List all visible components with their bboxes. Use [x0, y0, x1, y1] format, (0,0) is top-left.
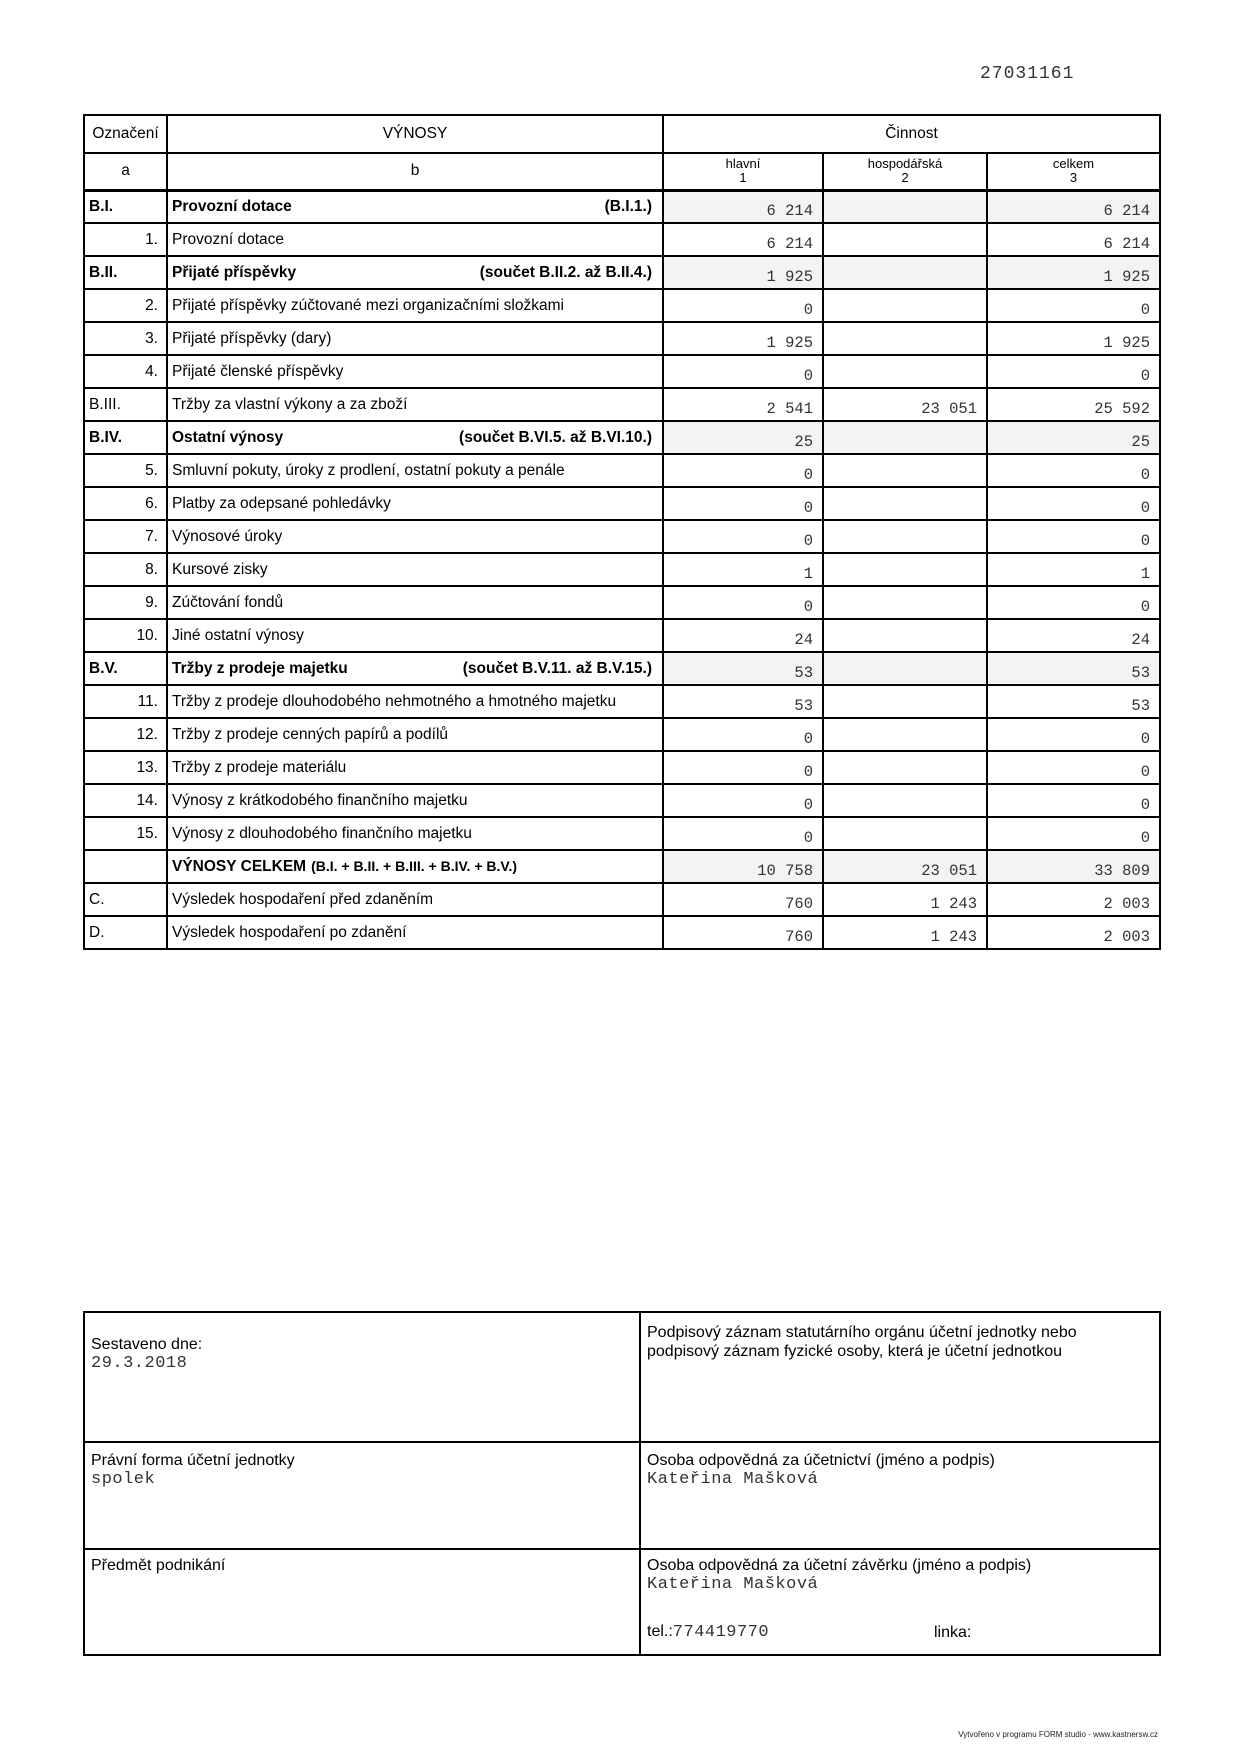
row-name: Zúčtování fondů: [172, 593, 284, 611]
header-economic-number: 2: [901, 170, 909, 186]
row-name-cell: [167, 553, 663, 586]
value-total: 53: [1131, 664, 1150, 682]
row-code: 15.: [84, 817, 167, 850]
row-code: 13.: [84, 751, 167, 784]
value-economic-cell: [823, 355, 987, 388]
item-row: [84, 685, 1160, 718]
value-main: 53: [794, 664, 813, 682]
value-total-cell: [987, 256, 1160, 289]
row-name: Přijaté příspěvky zúčtované mezi organizačními složkami: [172, 296, 564, 314]
section-row: [84, 190, 1160, 223]
value-total: 0: [1140, 367, 1150, 385]
value-economic-cell: [823, 421, 987, 454]
value-main-cell: [663, 817, 823, 850]
result-total: 2 003: [1103, 895, 1150, 913]
row-name-wrap: [172, 297, 662, 315]
row-name-wrap: [172, 825, 662, 843]
value-total: 0: [1140, 730, 1150, 748]
row-code: B.III.: [84, 388, 167, 421]
revenue-table: [83, 114, 1161, 950]
value-main-cell: [663, 454, 823, 487]
legal-form-cell: [84, 1442, 640, 1549]
item-row: [84, 817, 1160, 850]
row-name-wrap: [172, 396, 662, 414]
row-name-cell: [167, 718, 663, 751]
row-code: 11.: [84, 685, 167, 718]
result-total: 2 003: [1103, 928, 1150, 946]
value-main-cell: [663, 256, 823, 289]
value-main-cell: [663, 685, 823, 718]
value-main-cell: [663, 619, 823, 652]
value-total: 0: [1140, 763, 1150, 781]
row-name-wrap: [172, 693, 662, 711]
value-total: 0: [1140, 598, 1150, 616]
value-total-cell: [987, 553, 1160, 586]
row-name-wrap: [172, 627, 662, 645]
row-name-cell: [167, 256, 663, 289]
row-code: 1.: [84, 223, 167, 256]
item-row: [84, 751, 1160, 784]
value-total-cell: [987, 520, 1160, 553]
row-code: 5.: [84, 454, 167, 487]
phone-label: tel.:: [647, 1623, 673, 1640]
value-main-cell: [663, 751, 823, 784]
result-main: 760: [785, 895, 813, 913]
legal-form-value: spolek: [91, 1470, 156, 1489]
value-economic-cell: [823, 685, 987, 718]
result-total-cell: [987, 883, 1160, 916]
row-name: Přijaté příspěvky (dary): [172, 329, 332, 347]
row-code: 10.: [84, 619, 167, 652]
row-name-wrap: [172, 759, 662, 777]
value-economic: 23 051: [921, 400, 977, 418]
value-total: 0: [1140, 301, 1150, 319]
value-total: 1: [1140, 565, 1150, 583]
row-reference: (součet B.VI.5. až B.VI.10.): [459, 428, 652, 446]
header-total-number: 3: [1069, 170, 1078, 186]
row-name-wrap: [172, 594, 662, 612]
section-row: [84, 388, 1160, 421]
value-economic-cell: [823, 454, 987, 487]
value-economic-cell: [823, 784, 987, 817]
accounting-person-label: Osoba odpovědná za účetnictví (jméno a podpis): [647, 1452, 995, 1469]
value-total-cell: [987, 817, 1160, 850]
result-economic: 1 243: [930, 928, 977, 946]
value-main-cell: [663, 586, 823, 619]
row-code: 6.: [84, 487, 167, 520]
row-name: Jiné ostatní výnosy: [172, 626, 304, 644]
value-economic-cell: [823, 553, 987, 586]
row-name-cell: [167, 322, 663, 355]
total-economic: 23 051: [921, 862, 977, 880]
row-name: Tržby za vlastní výkony a za zboží: [172, 395, 408, 413]
row-name-cell: [167, 454, 663, 487]
header-total-label: celkem: [1052, 156, 1095, 172]
value-main-cell: [663, 487, 823, 520]
closing-person-cell: [640, 1549, 1160, 1655]
software-credit: Vytvořeno v programu FORM studio - www.kastnersw.cz: [958, 1730, 1158, 1739]
value-economic-cell: [823, 322, 987, 355]
row-code: 4.: [84, 355, 167, 388]
value-total-cell: [987, 421, 1160, 454]
row-name-cell: [167, 685, 663, 718]
item-row: [84, 553, 1160, 586]
item-row: [84, 355, 1160, 388]
value-main-cell: [663, 652, 823, 685]
value-total-cell: [987, 454, 1160, 487]
row-name: Smluvní pokuty, úroky z prodlení, ostatní pokuty a penále: [172, 461, 565, 479]
row-name-cell: [167, 289, 663, 322]
total-economic-cell: [823, 850, 987, 883]
header-code: Označení: [84, 115, 167, 153]
item-row: [84, 322, 1160, 355]
signature-block: [83, 1311, 1161, 1656]
value-main-cell: [663, 322, 823, 355]
phone-value: 774419770: [672, 1623, 770, 1642]
total-name-cell: [167, 850, 663, 883]
row-code: 9.: [84, 586, 167, 619]
row-name-cell: [167, 784, 663, 817]
header-revenue-sub: b: [167, 153, 663, 190]
value-main-cell: [663, 784, 823, 817]
value-main-cell: [663, 388, 823, 421]
item-row: [84, 619, 1160, 652]
row-code: 7.: [84, 520, 167, 553]
signature-cell: [640, 1312, 1160, 1442]
value-total-cell: [987, 487, 1160, 520]
row-code: B.I.: [84, 190, 167, 223]
closing-person-label: Osoba odpovědná za účetní závěrku (jméno a podpis): [647, 1557, 1032, 1574]
value-total: 0: [1140, 499, 1150, 517]
item-row: [84, 784, 1160, 817]
item-row: [84, 223, 1160, 256]
value-main: 0: [803, 499, 813, 517]
header-total: [987, 153, 1160, 190]
value-main: 0: [803, 367, 813, 385]
row-name-wrap: [172, 462, 662, 480]
row-code: B.IV.: [84, 421, 167, 454]
value-total-cell: [987, 586, 1160, 619]
header-main-number: 1: [739, 170, 747, 186]
value-total-cell: [987, 619, 1160, 652]
value-economic-cell: [823, 817, 987, 850]
total-row: [84, 850, 1160, 883]
value-total-cell: [987, 388, 1160, 421]
row-name-wrap: [172, 198, 662, 216]
value-total-cell: [987, 289, 1160, 322]
value-main: 0: [803, 763, 813, 781]
row-name: Provozní dotace: [172, 230, 285, 248]
value-main: 0: [803, 598, 813, 616]
row-name-wrap: [172, 528, 662, 546]
value-main: 53: [794, 697, 813, 715]
value-total-cell: [987, 685, 1160, 718]
row-name-wrap: [172, 330, 662, 348]
value-main: 0: [803, 466, 813, 484]
value-total-cell: [987, 718, 1160, 751]
value-main: 0: [803, 829, 813, 847]
row-name: Výnosy z krátkodobého finančního majetku: [172, 791, 468, 809]
value-total: 25 592: [1094, 400, 1150, 418]
row-name-cell: [167, 190, 663, 223]
row-name: Platby za odepsané pohledávky: [172, 494, 391, 512]
row-name: Výnosové úroky: [172, 527, 283, 545]
value-economic-cell: [823, 520, 987, 553]
value-main-cell: [663, 355, 823, 388]
document-id: 27031161: [980, 64, 1075, 84]
value-main-cell: [663, 421, 823, 454]
value-main-cell: [663, 520, 823, 553]
value-main: 6 214: [766, 202, 813, 220]
value-economic-cell: [823, 751, 987, 784]
total-reference: (B.I. + B.II. + B.III. + B.IV. + B.V.): [311, 857, 518, 874]
header-economic: [823, 153, 987, 190]
row-code: 3.: [84, 322, 167, 355]
compiled-date-label: Sestaveno dne:: [91, 1336, 203, 1353]
row-name-wrap: [172, 561, 662, 579]
value-total: 6 214: [1103, 202, 1150, 220]
result-main: 760: [785, 928, 813, 946]
row-name: Provozní dotace: [172, 197, 292, 215]
value-total: 24: [1131, 631, 1150, 649]
value-main-cell: [663, 223, 823, 256]
header-main-label: hlavní: [725, 156, 761, 172]
row-code: B.II.: [84, 256, 167, 289]
row-code: 14.: [84, 784, 167, 817]
value-total: 1 925: [1103, 268, 1150, 286]
value-main: 1: [803, 565, 813, 583]
accounting-person-value: Kateřina Mašková: [647, 1470, 819, 1489]
row-name-cell: [167, 751, 663, 784]
row-name-cell: [167, 421, 663, 454]
value-total-cell: [987, 784, 1160, 817]
value-main: 6 214: [766, 235, 813, 253]
signature-label-line-1: Podpisový záznam statutárního orgánu účetní jednotky nebo: [647, 1324, 1077, 1341]
value-economic-cell: [823, 256, 987, 289]
result-name: Výsledek hospodaření po zdanění: [167, 916, 663, 949]
value-main: 0: [803, 532, 813, 550]
item-row: [84, 586, 1160, 619]
value-total-cell: [987, 751, 1160, 784]
value-total: 53: [1131, 697, 1150, 715]
value-main-cell: [663, 718, 823, 751]
result-economic-cell: [823, 883, 987, 916]
item-row: [84, 520, 1160, 553]
row-name: Přijaté příspěvky: [172, 263, 297, 281]
section-row: [84, 421, 1160, 454]
result-total-cell: [987, 916, 1160, 949]
result-name: Výsledek hospodaření před zdaněním: [167, 883, 663, 916]
value-main: 1 925: [766, 268, 813, 286]
row-name-cell: [167, 223, 663, 256]
total-sum-cell: [987, 850, 1160, 883]
value-total: 1 925: [1103, 334, 1150, 352]
row-name: Tržby z prodeje dlouhodobého nehmotného a hmotného majetku: [172, 692, 617, 710]
result-main-cell: [663, 916, 823, 949]
row-name-cell: [167, 520, 663, 553]
result-main-cell: [663, 883, 823, 916]
row-name-cell: [167, 619, 663, 652]
business-label: Předmět podnikání: [91, 1557, 226, 1574]
row-code: 12.: [84, 718, 167, 751]
value-main: 0: [803, 730, 813, 748]
row-name-wrap: [172, 264, 662, 282]
result-economic: 1 243: [930, 895, 977, 913]
phone-line: [647, 1622, 769, 1642]
value-economic-cell: [823, 388, 987, 421]
row-name: Tržby z prodeje cenných papírů a podílů: [172, 725, 449, 743]
value-economic-cell: [823, 718, 987, 751]
total-main: 10 758: [757, 862, 813, 880]
value-economic-cell: [823, 586, 987, 619]
row-name-cell: [167, 652, 663, 685]
value-total: 0: [1140, 466, 1150, 484]
row-reference: (součet B.II.2. až B.II.4.): [479, 263, 652, 281]
row-reference: (součet B.V.11. až B.V.15.): [462, 659, 652, 677]
row-name: Kursové zisky: [172, 560, 268, 578]
value-economic-cell: [823, 223, 987, 256]
header-economic-label: hospodářská: [867, 156, 943, 172]
value-main: 0: [803, 796, 813, 814]
row-name: Tržby z prodeje materiálu: [172, 758, 347, 776]
value-total: 25: [1131, 433, 1150, 451]
header-activity: Činnost: [663, 115, 1160, 153]
result-economic-cell: [823, 916, 987, 949]
value-total: 0: [1140, 796, 1150, 814]
total-code: [84, 850, 167, 883]
row-name-wrap: [172, 429, 662, 447]
value-main-cell: [663, 190, 823, 223]
row-code: 2.: [84, 289, 167, 322]
result-code: D.: [84, 916, 167, 949]
row-name-wrap: [172, 726, 662, 744]
value-total-cell: [987, 190, 1160, 223]
signature-label-line-2: podpisový záznam fyzické osoby, která je účetní jednotkou: [647, 1343, 1063, 1360]
value-main-cell: [663, 553, 823, 586]
revenue-rows: [84, 190, 1160, 949]
row-name-cell: [167, 817, 663, 850]
value-total-cell: [987, 322, 1160, 355]
legal-form-label: Právní forma účetní jednotky: [91, 1452, 295, 1469]
total-label: VÝNOSY CELKEM: [172, 857, 307, 875]
header-code-sub: a: [84, 153, 167, 190]
row-name: Výnosy z dlouhodobého finančního majetku: [172, 824, 472, 842]
header-revenue: VÝNOSY: [167, 115, 663, 153]
compiled-date-value: 29.3.2018: [91, 1354, 188, 1373]
value-total-cell: [987, 652, 1160, 685]
value-economic-cell: [823, 652, 987, 685]
item-row: [84, 289, 1160, 322]
value-economic-cell: [823, 619, 987, 652]
item-row: [84, 718, 1160, 751]
row-name: Přijaté členské příspěvky: [172, 362, 344, 380]
business-cell: [84, 1549, 640, 1655]
value-main: 25: [794, 433, 813, 451]
item-row: [84, 487, 1160, 520]
row-code: 8.: [84, 553, 167, 586]
value-total: 0: [1140, 829, 1150, 847]
value-total-cell: [987, 355, 1160, 388]
value-economic-cell: [823, 487, 987, 520]
total-main-cell: [663, 850, 823, 883]
row-name-cell: [167, 487, 663, 520]
row-name-cell: [167, 388, 663, 421]
value-main: 1 925: [766, 334, 813, 352]
value-main: 2 541: [766, 400, 813, 418]
row-name-wrap: [172, 660, 662, 678]
value-economic-cell: [823, 190, 987, 223]
item-row: [84, 454, 1160, 487]
row-name-wrap: [172, 792, 662, 810]
value-total: 0: [1140, 532, 1150, 550]
value-total-cell: [987, 223, 1160, 256]
result-row: [84, 916, 1160, 949]
value-total: 6 214: [1103, 235, 1150, 253]
extension-label: linka:: [934, 1624, 972, 1641]
section-row: [84, 256, 1160, 289]
row-name-wrap: [172, 231, 662, 249]
accounting-person-cell: [640, 1442, 1160, 1549]
result-code: C.: [84, 883, 167, 916]
compiled-date-cell: [84, 1312, 640, 1442]
header-row-top: [84, 115, 1160, 153]
row-code: B.V.: [84, 652, 167, 685]
row-name-cell: [167, 355, 663, 388]
row-name-wrap: [172, 495, 662, 513]
result-row: [84, 883, 1160, 916]
row-name-wrap: [172, 363, 662, 381]
value-main: 24: [794, 631, 813, 649]
row-name: Tržby z prodeje majetku: [172, 659, 348, 677]
section-row: [84, 652, 1160, 685]
header-main: [663, 153, 823, 190]
total-sum: 33 809: [1094, 862, 1150, 880]
value-main-cell: [663, 289, 823, 322]
row-name: Ostatní výnosy: [172, 428, 284, 446]
row-name-cell: [167, 586, 663, 619]
value-main: 0: [803, 301, 813, 319]
value-economic-cell: [823, 289, 987, 322]
closing-person-value: Kateřina Mašková: [647, 1575, 819, 1594]
header-row-bottom: [84, 153, 1160, 190]
row-reference: (B.I.1.): [604, 197, 652, 215]
